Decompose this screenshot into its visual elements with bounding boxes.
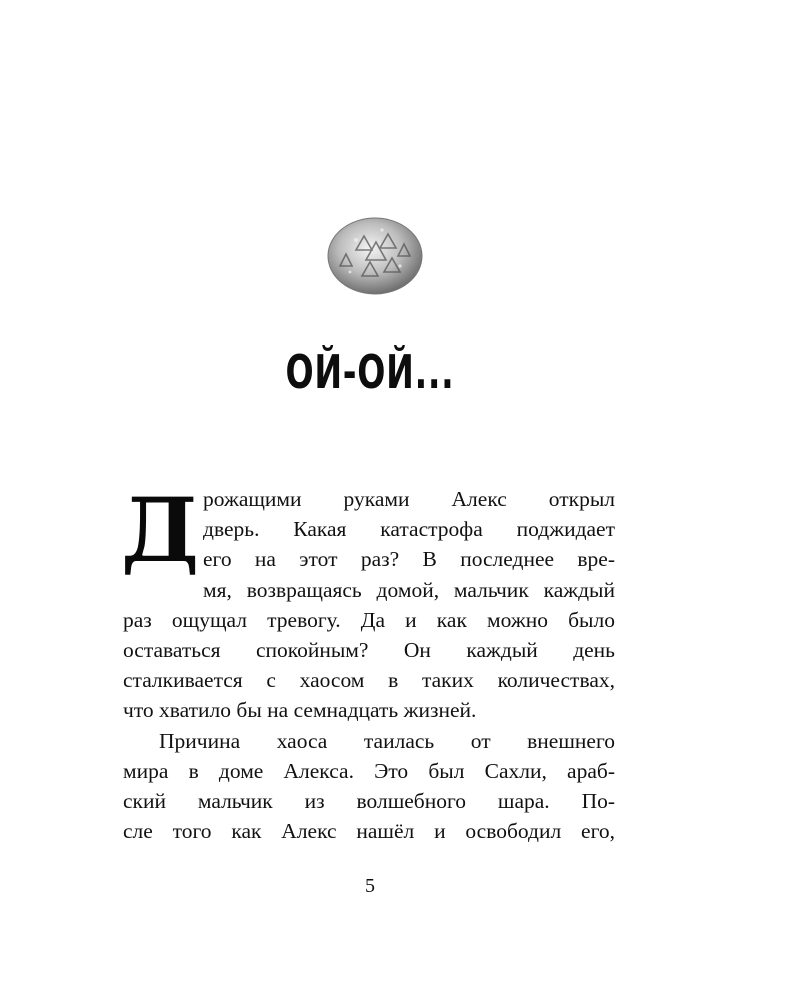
body-text [121,478,615,846]
magic-sphere-ornament-icon [326,216,424,296]
text-line: рожащими руками Алекс открыл [203,487,615,511]
text-line: сле того как Алекс нашёл и освободил его, [123,819,615,844]
text-line: мира в доме Алекса. Это был Сахли, араб- [123,758,615,783]
text-line: сталкивается с хаосом в таких количествах, [123,668,615,693]
text-line: Причина хаоса таилась от внешнего [159,728,615,753]
drop-cap: Д [121,478,200,582]
text-line: ский мальчик из волшебного шара. По- [123,789,615,814]
chapter-title: ОЙ-ОЙ... [285,345,455,399]
text-line: мя, возвращаясь домой, мальчик каждый [203,577,615,602]
text-line: дверь. Какая катастрофа поджидает [203,517,615,542]
text-line: что хватило бы на семнадцать жизней. [123,698,477,723]
text-line: раз ощущал тревогу. Да и как можно было [123,607,615,632]
paragraph-1 [121,478,615,726]
page-number: 5 [365,875,375,897]
text-line: оставаться спокойным? Он каждый день [123,638,615,663]
text-line: его на этот раз? В последнее вре- [203,547,615,572]
paragraph-2 [123,726,615,847]
